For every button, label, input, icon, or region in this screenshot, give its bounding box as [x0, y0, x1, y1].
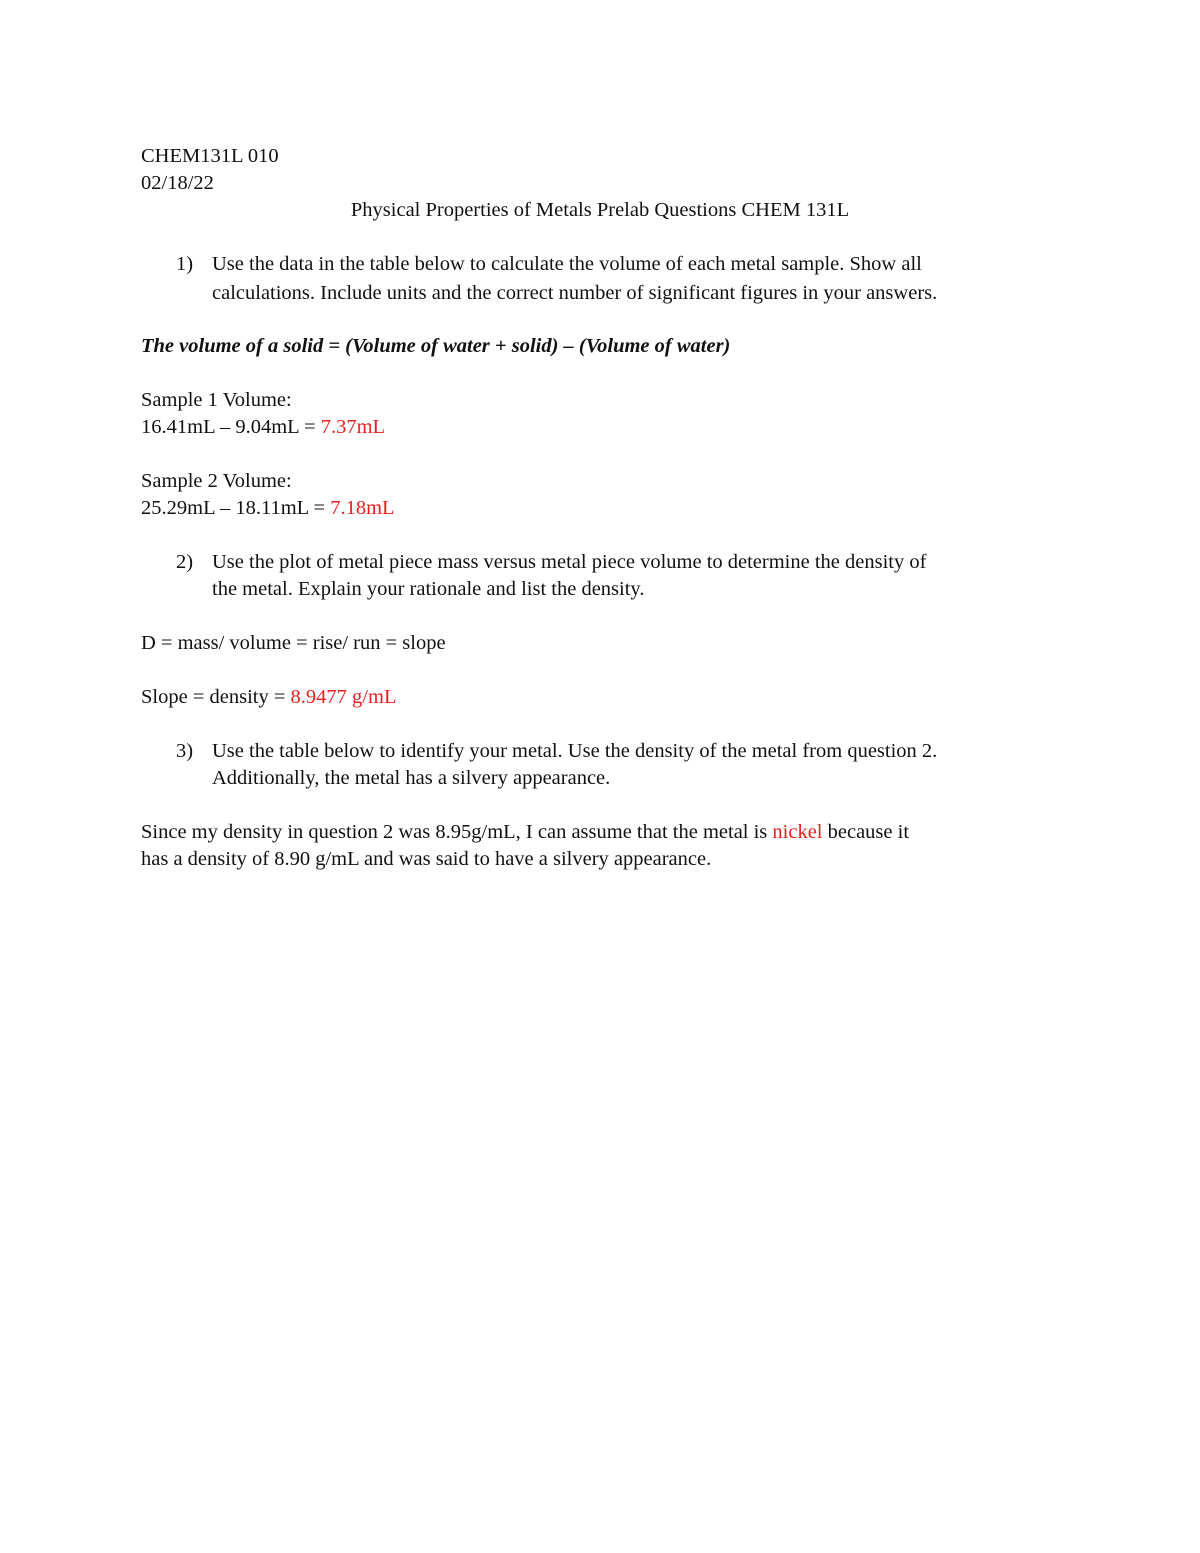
sample-1-label: Sample 1 Volume: [141, 389, 292, 411]
sample-1-calc-text: 16.41mL – 9.04mL = [141, 416, 321, 438]
volume-formula: The volume of a solid = (Volume of water + solid) – (Volume of water) [141, 335, 731, 357]
sample-1-calculation [141, 414, 385, 441]
question-text-line: Additionally, the metal has a silvery appearance. [212, 767, 611, 789]
question-text-line: calculations. Include units and the correct number of significant figures in your answers. [212, 282, 938, 304]
conclusion-text: because it [822, 821, 910, 843]
question-text-line: Use the data in the table below to calculate the volume of each metal sample. Show all [212, 253, 922, 275]
sample-2-label: Sample 2 Volume: [141, 470, 292, 492]
question-number: 1) [176, 253, 194, 275]
slope-answer: 8.9477 g/mL [290, 686, 397, 708]
question-text-line: the metal. Explain your rationale and list the density. [212, 578, 645, 600]
density-definition: D = mass/ volume = rise/ run = slope [141, 632, 446, 654]
document-date: 02/18/22 [141, 172, 214, 194]
sample-2-calculation [141, 495, 395, 522]
question-number: 3) [176, 740, 194, 762]
slope-prefix: Slope = density = [141, 686, 291, 708]
question-text-line: Use the plot of metal piece mass versus metal piece volume to determine the density of [212, 551, 927, 573]
conclusion-line-1 [141, 819, 909, 846]
course-code: CHEM131L 010 [141, 145, 279, 167]
sample-2-calc-text: 25.29mL – 18.11mL = [141, 497, 331, 519]
conclusion-text: Since my density in question 2 was 8.95g/mL, I can assume that the metal is [141, 821, 773, 843]
question-text-line: Use the table below to identify your metal. Use the density of the metal from question 2. [212, 740, 938, 762]
document-title: Physical Properties of Metals Prelab Questions CHEM 131L [350, 199, 850, 221]
conclusion-line-2: has a density of 8.90 g/mL and was said to have a silvery appearance. [141, 848, 712, 870]
metal-answer: nickel [772, 821, 823, 843]
sample-2-answer: 7.18mL [330, 497, 395, 519]
slope-density [141, 684, 396, 711]
sample-1-answer: 7.37mL [320, 416, 386, 438]
question-number: 2) [176, 551, 194, 573]
